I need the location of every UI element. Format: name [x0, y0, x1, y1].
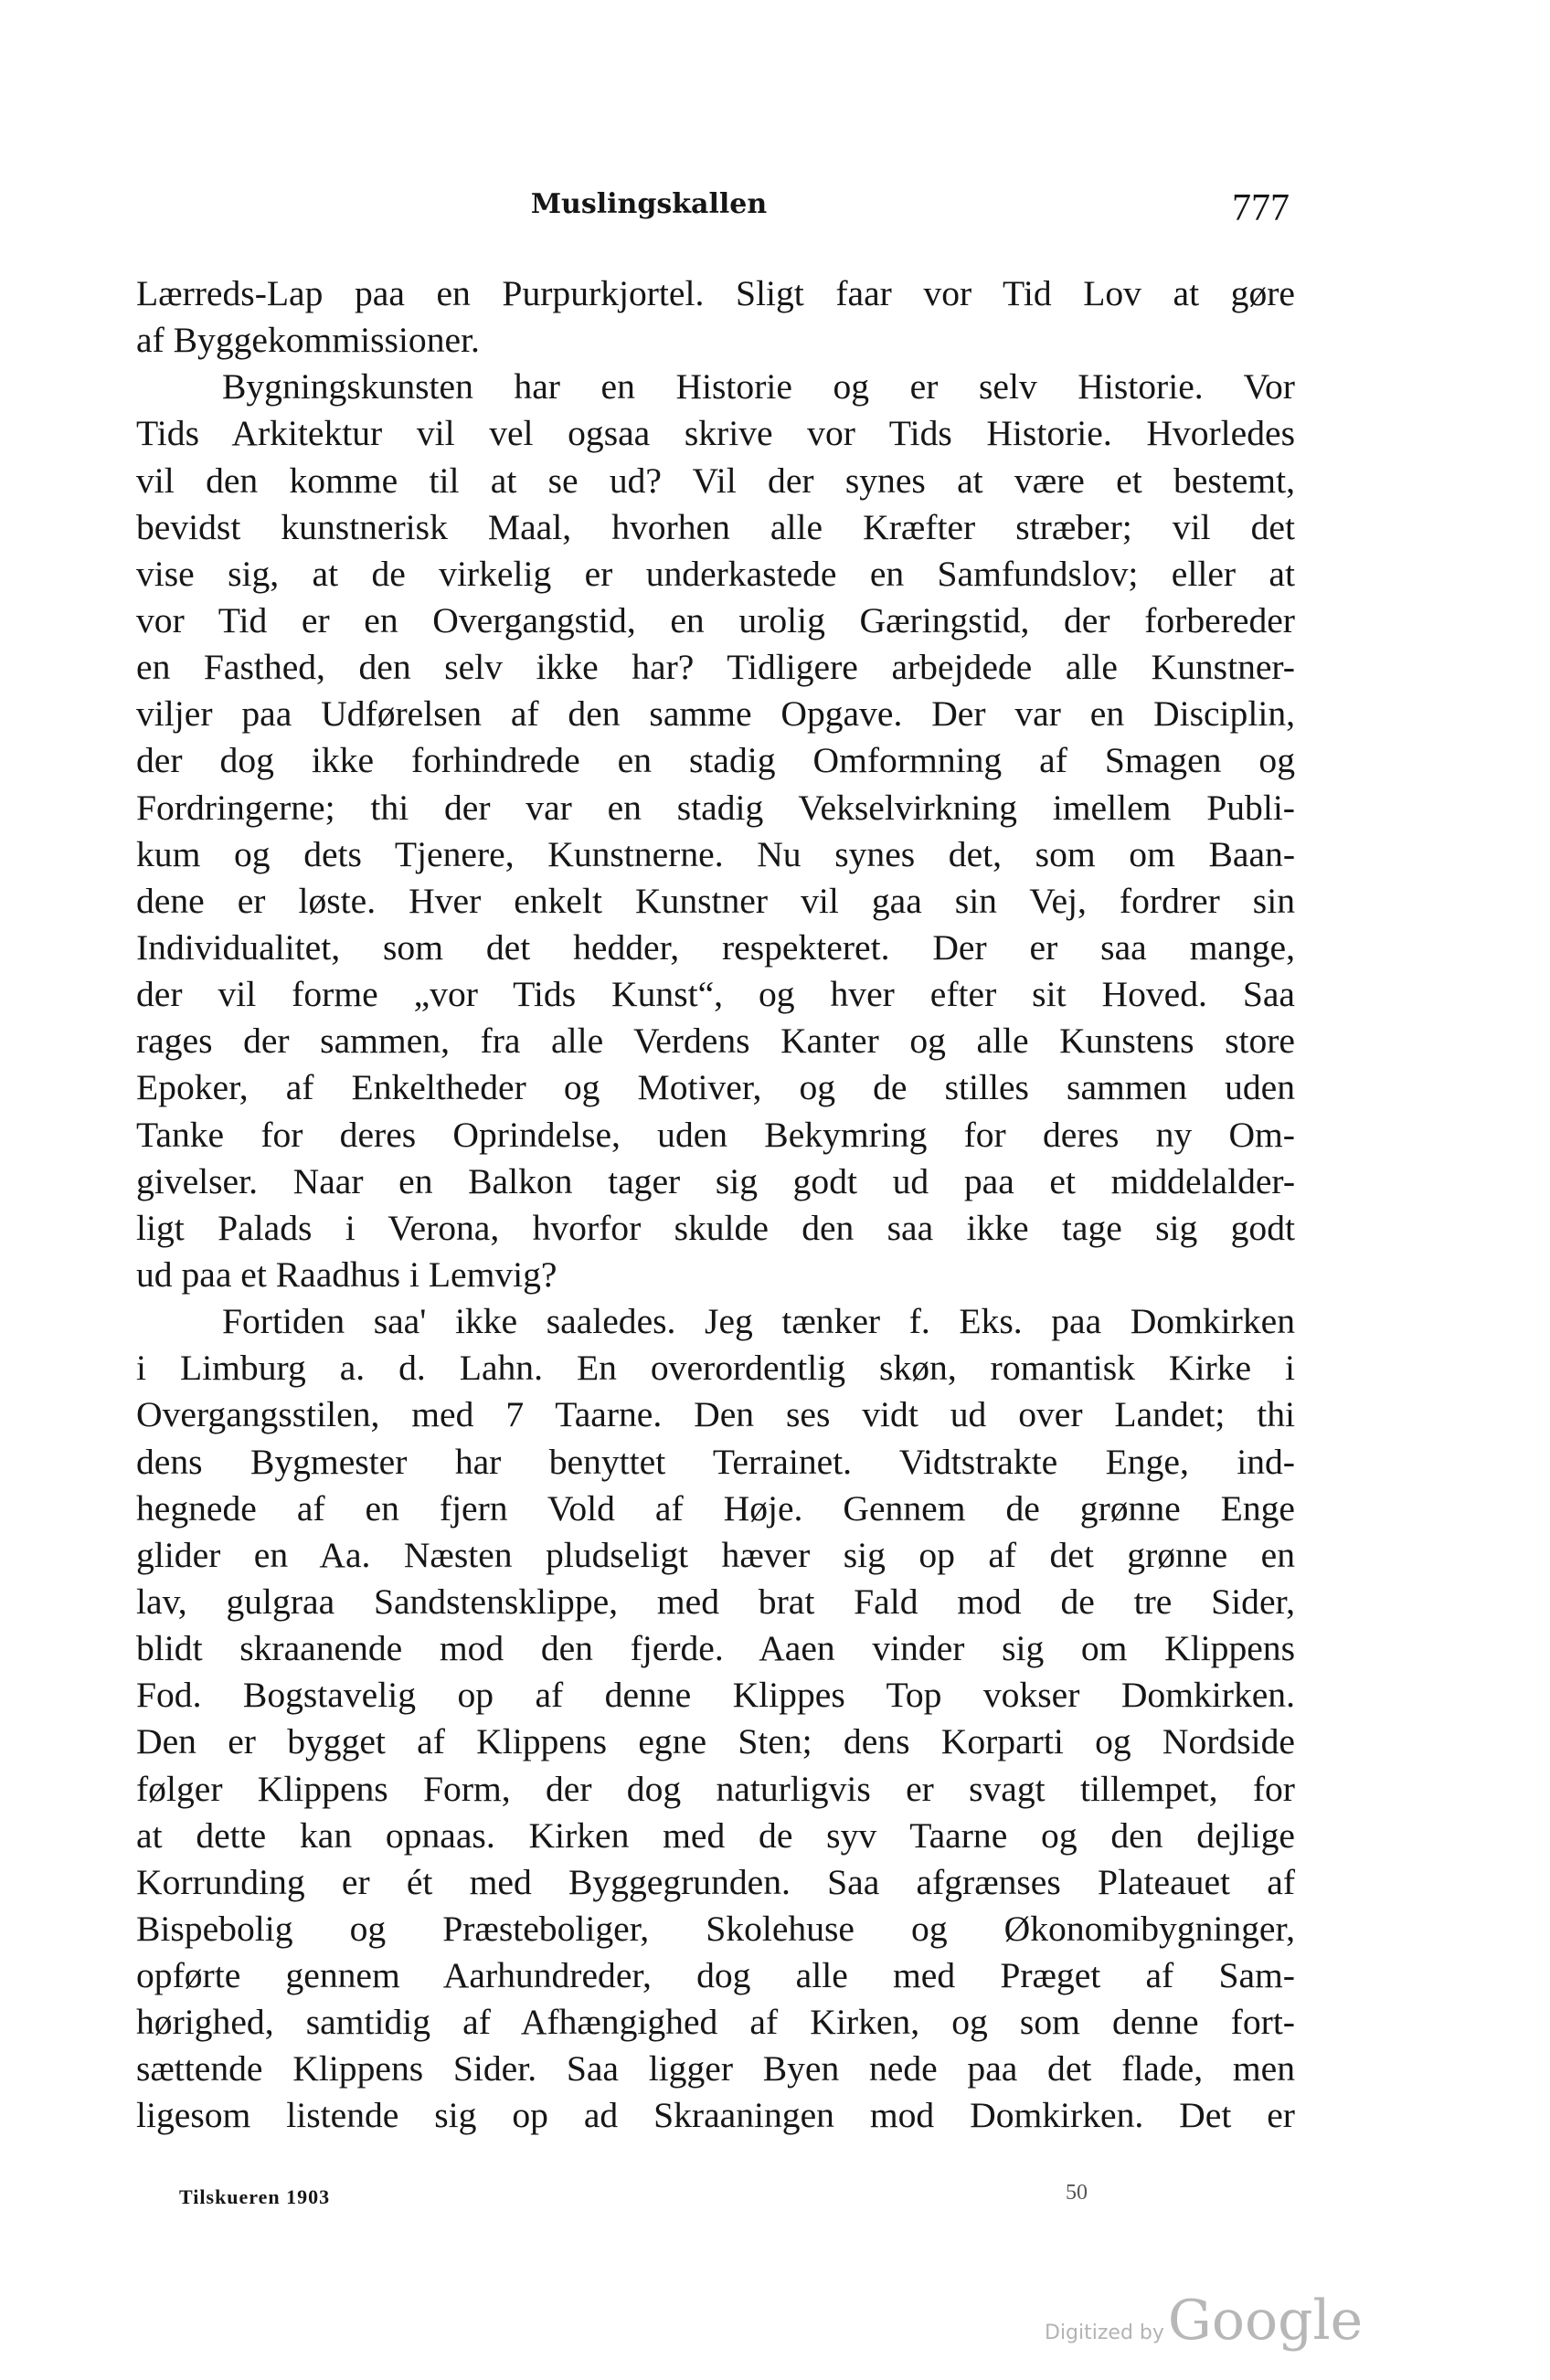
text-line: en Fasthed, den selv ikke har? Tidligere arbejdede alle Kunstner- [136, 647, 1295, 688]
text-line: rages der sammen, fra alle Verdens Kanter og alle Kunstens store [136, 1021, 1295, 1062]
text-line: Tids Arkitektur vil vel ogsaa skrive vor Tids Historie. Hvorledes [136, 413, 1295, 454]
text-line: at dette kan opnaas. Kirken med de syv Taarne og den dejlige [136, 1814, 1295, 1856]
text-line: bevidst kunstnerisk Maal, hvorhen alle Kræfter stræber; vil det [136, 506, 1295, 547]
text-line: følger Klippens Form, der dog naturligvis er svagt tillempet, for [136, 1768, 1295, 1809]
text-line: hørighed, samtidig af Afhængighed af Kirken, og som denne fort- [136, 2002, 1295, 2043]
text-line: i Limburg a. d. Lahn. En overordentlig skøn, romantisk Kirke i [136, 1348, 1295, 1389]
running-header-title: Muslingskallen [530, 188, 768, 220]
text-line: der dog ikke forhindrede en stadig Omformning af Smagen og [136, 740, 1295, 781]
text-line: Bygningskunsten har en Historie og er selv Historie. Vor [222, 366, 1295, 407]
text-line: vor Tid er en Overgangstid, en urolig Gæringstid, der forbereder [136, 599, 1295, 640]
page-number: 777 [1232, 187, 1290, 229]
text-line: Den er bygget af Klippens egne Sten; dens Korparti og Nordside [136, 1721, 1295, 1762]
text-line: ligesom listende sig op ad Skraaningen mod Domkirken. Det er [136, 2095, 1295, 2136]
text-line: glider en Aa. Næsten pludseligt hæver sig op af det grønne en [136, 1534, 1295, 1575]
text-line: Fortiden saa' ikke saaledes. Jeg tænker f. Eks. paa Domkirken [222, 1301, 1295, 1342]
google-logo: Google [1167, 2289, 1364, 2353]
text-line: Epoker, af Enkeltheder og Motiver, og de stilles sammen uden [136, 1067, 1295, 1108]
text-line: Lærreds-Lap paa en Purpurkjortel. Sligt faar vor Tid Lov at gøre [136, 273, 1295, 313]
text-line: Bispebolig og Præsteboliger, Skolehuse og Økonomibygninger, [136, 1908, 1295, 1949]
digitized-by-google-watermark [1045, 2289, 1363, 2353]
text-line: opførte gennem Aarhundreder, dog alle med Præget af Sam- [136, 1955, 1295, 1996]
text-line: af Byggekommissioner. [136, 320, 480, 361]
watermark-prefix: Digitized by [1045, 2322, 1164, 2344]
text-line: viljer paa Udførelsen af den samme Opgave. Der var en Disciplin, [136, 693, 1295, 735]
text-line: ud paa et Raadhus i Lemvig? [136, 1253, 557, 1295]
text-line: Fordringerne; thi der var en stadig Vekselvirkning imellem Publi- [136, 787, 1295, 828]
text-line: Individualitet, som det hedder, respekteret. Der er saa mange, [136, 926, 1295, 968]
body-text [136, 270, 1295, 2140]
text-line: dens Bygmester har benyttet Terrainet. Vidtstrakte Enge, ind- [136, 1441, 1295, 1482]
text-line: givelser. Naar en Balkon tager sig godt ud paa et middelalder- [136, 1160, 1295, 1201]
footer-signature: Tilskueren 1903 [179, 2185, 331, 2208]
sheet-number: 50 [1066, 2181, 1088, 2205]
text-line: ligt Palads i Verona, hvorfor skulde den saa ikke tage sig godt [136, 1207, 1295, 1248]
text-line: sættende Klippens Sider. Saa ligger Byen nede paa det flade, men [136, 2048, 1295, 2089]
text-line: Tanke for deres Oprindelse, uden Bekymring for deres ny Om- [136, 1114, 1295, 1155]
text-line: Korrunding er ét med Byggegrunden. Saa afgrænses Plateauet af [136, 1861, 1295, 1902]
text-line: Overgangsstilen, med 7 Taarne. Den ses vidt ud over Landet; thi [136, 1394, 1295, 1435]
text-line: vil den komme til at se ud? Vil der synes at være et bestemt, [136, 460, 1295, 501]
text-line: lav, gulgraa Sandstensklippe, med brat Fald mod de tre Sider, [136, 1581, 1295, 1622]
text-line: dene er løste. Hver enkelt Kunstner vil gaa sin Vej, fordrer sin [136, 880, 1295, 921]
text-line: hegnede af en fjern Vold af Høje. Gennem de grønne Enge [136, 1487, 1295, 1528]
text-line: blidt skraanende mod den fjerde. Aaen vinder sig om Klippens [136, 1628, 1295, 1669]
text-line: vise sig, at de virkelig er underkastede en Samfundslov; eller at [136, 553, 1295, 594]
text-line: Fod. Bogstavelig op af denne Klippes Top vokser Domkirken. [136, 1675, 1295, 1716]
text-line: der vil forme „vor Tids Kunst“, og hver efter sit Hoved. Saa [136, 974, 1295, 1015]
text-line: kum og dets Tjenere, Kunstnerne. Nu synes det, som om Baan- [136, 833, 1295, 874]
